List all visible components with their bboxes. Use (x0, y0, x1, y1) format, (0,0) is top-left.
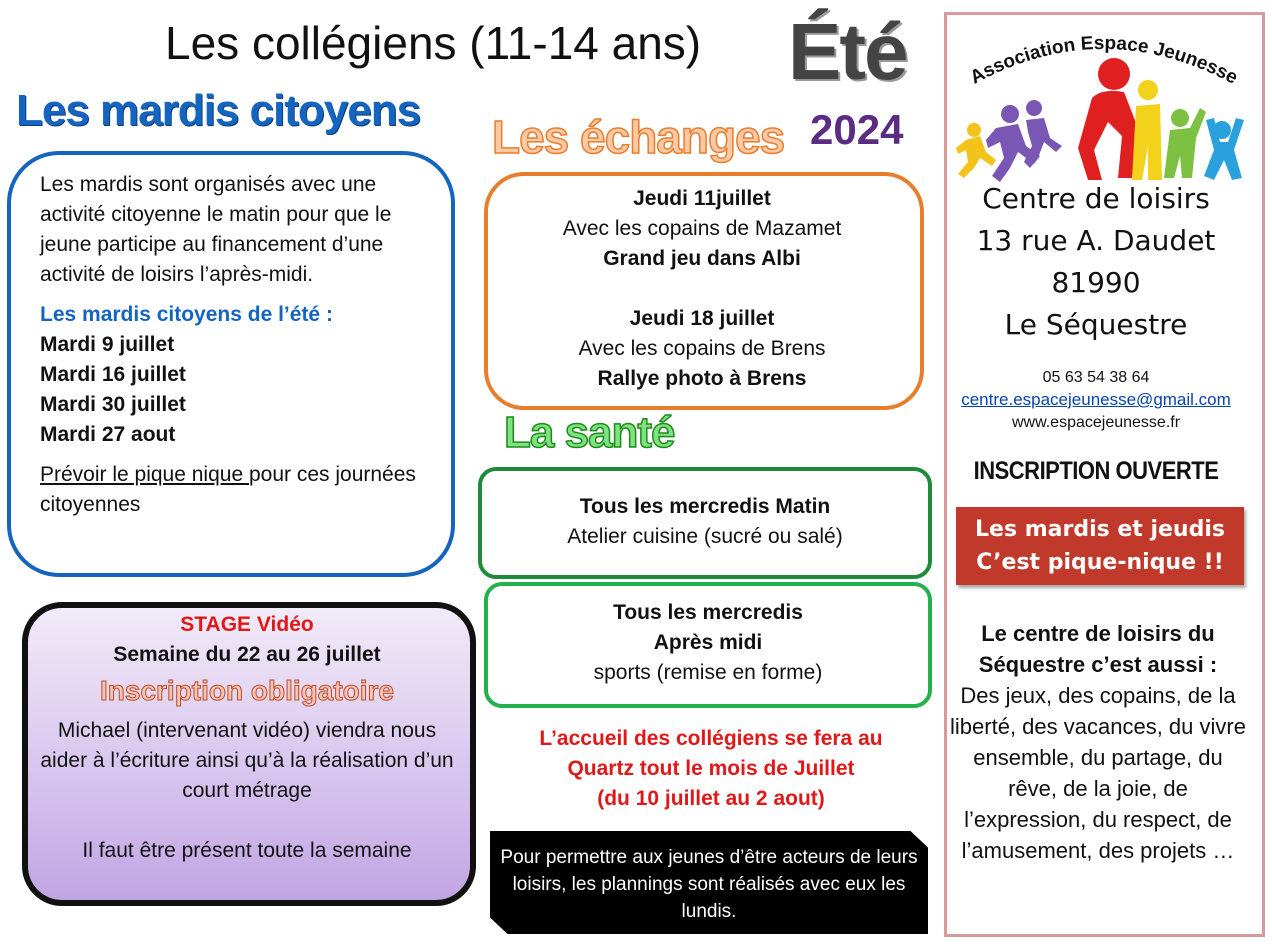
mardis-content (40, 170, 430, 520)
mardis-date: Mardi 30 juillet (40, 393, 186, 416)
sante-afternoon-text: sports (remise en forme) (593, 661, 823, 684)
echange-with: Avec les copains de Brens (578, 337, 826, 360)
aussi-block (948, 618, 1248, 866)
address-line: Centre de loisirs (982, 182, 1210, 215)
mardis-date: Mardi 27 aout (40, 423, 176, 446)
echange-date: Jeudi 11juillet (633, 187, 771, 210)
accueil-line: Quartz tout le mois de Juillet (567, 757, 855, 780)
website-text: www.espacejeunesse.fr (1011, 414, 1181, 431)
stage-title: STAGE Vidéo (180, 613, 314, 636)
sante-heading: La santé (504, 408, 675, 457)
echange-activity: Rallye photo à Brens (597, 367, 807, 390)
sante-afternoon-title: Tous les mercredis (613, 601, 803, 624)
figure-blue-icon (1204, 118, 1244, 180)
sante-morning-title: Tous les mercredis Matin (579, 495, 831, 518)
echange-with: Avec les copains de Mazamet (562, 217, 842, 240)
association-logo (952, 18, 1252, 188)
sante-afternoon-subtitle: Après midi (653, 631, 763, 654)
accueil-notice (490, 724, 932, 814)
mardis-date: Mardi 9 juillet (40, 333, 175, 356)
mardis-note-underlined: Prévoir le pique nique (40, 463, 249, 486)
runner-purple-icon (986, 100, 1062, 182)
stage-dates: Semaine du 22 au 26 juillet (113, 643, 381, 666)
mardis-note-rest: pour ces journées citoyennes (40, 463, 416, 516)
accueil-line: (du 10 juillet au 2 aout) (597, 787, 825, 810)
address-line: 81990 (1051, 266, 1141, 299)
pique-nique-text (956, 513, 1244, 579)
logo-text: Association Espace Jeunesse (966, 32, 1242, 89)
mardis-intro: Les mardis sont organisés avec une activité citoyenne le matin pour que le jeune participe au financement d’une activité de loisirs l’après-midi. (40, 173, 392, 286)
planning-note: Pour permettre aux jeunes d’être acteurs de leurs loisirs, les plannings sont réalisés avec eux les lundis. (500, 847, 918, 922)
year-label: 2024 (810, 106, 904, 153)
stage-description: Michael (intervenant vidéo) viendra nous aider à l’écriture ainsi qu’à la réalisation d’un court métrage (40, 719, 454, 802)
season-title: Été (788, 7, 907, 96)
mardis-date: Mardi 16 juillet (40, 363, 186, 386)
stage-presence: Il faut être présent toute la semaine (82, 839, 412, 862)
echange-activity: Grand jeu dans Albi (603, 247, 801, 270)
stage-content (28, 610, 466, 866)
phone-number: 05 63 54 38 64 (1042, 369, 1150, 386)
pique-line: Les mardis et jeudis (975, 517, 1225, 542)
address-line: Le Séquestre (1004, 308, 1188, 341)
echange-date: Jeudi 18 juillet (629, 307, 775, 330)
sante-afternoon-content (488, 598, 928, 688)
sante-morning-text: Atelier cuisine (sucré ou salé) (567, 525, 843, 548)
address-line: 13 rue A. Daudet (976, 224, 1216, 257)
runner-yellow-icon (956, 123, 996, 178)
echanges-heading: Les échanges (492, 111, 785, 163)
pique-line: C’est pique-nique !! (976, 550, 1224, 575)
aussi-text: Des jeux, des copains, de la liberté, des vacances, du vivre ensemble, du partage, du rêve, de la joie, de l’expression, du respect, de l’amusement, des projets … (950, 683, 1246, 863)
echanges-content (487, 184, 917, 394)
stage-inscription: Inscription obligatoire (99, 675, 394, 706)
page-title: Les collégiens (11-14 ans) (165, 17, 702, 69)
contact-block (944, 367, 1248, 434)
mardis-note (40, 460, 430, 520)
address-block (950, 178, 1242, 346)
mardis-list-title: Les mardis citoyens de l’été : (40, 303, 333, 326)
figure-red-icon (1078, 58, 1138, 180)
mardis-heading: Les mardis citoyens (16, 86, 421, 135)
figure-green-icon (1164, 108, 1206, 178)
email-link[interactable]: centre.espacejeunesse@gmail.com (961, 390, 1231, 409)
figure-yellow-icon (1132, 80, 1162, 180)
inscription-ouverte-label: INSCRIPTION OUVERTE (973, 456, 1219, 485)
aussi-title: Le centre de loisirs du Séquestre c’est aussi : (978, 621, 1218, 677)
association-logo-image (952, 18, 1252, 188)
sante-morning-content (482, 492, 928, 552)
accueil-line: L’accueil des collégiens se fera au (539, 727, 883, 750)
